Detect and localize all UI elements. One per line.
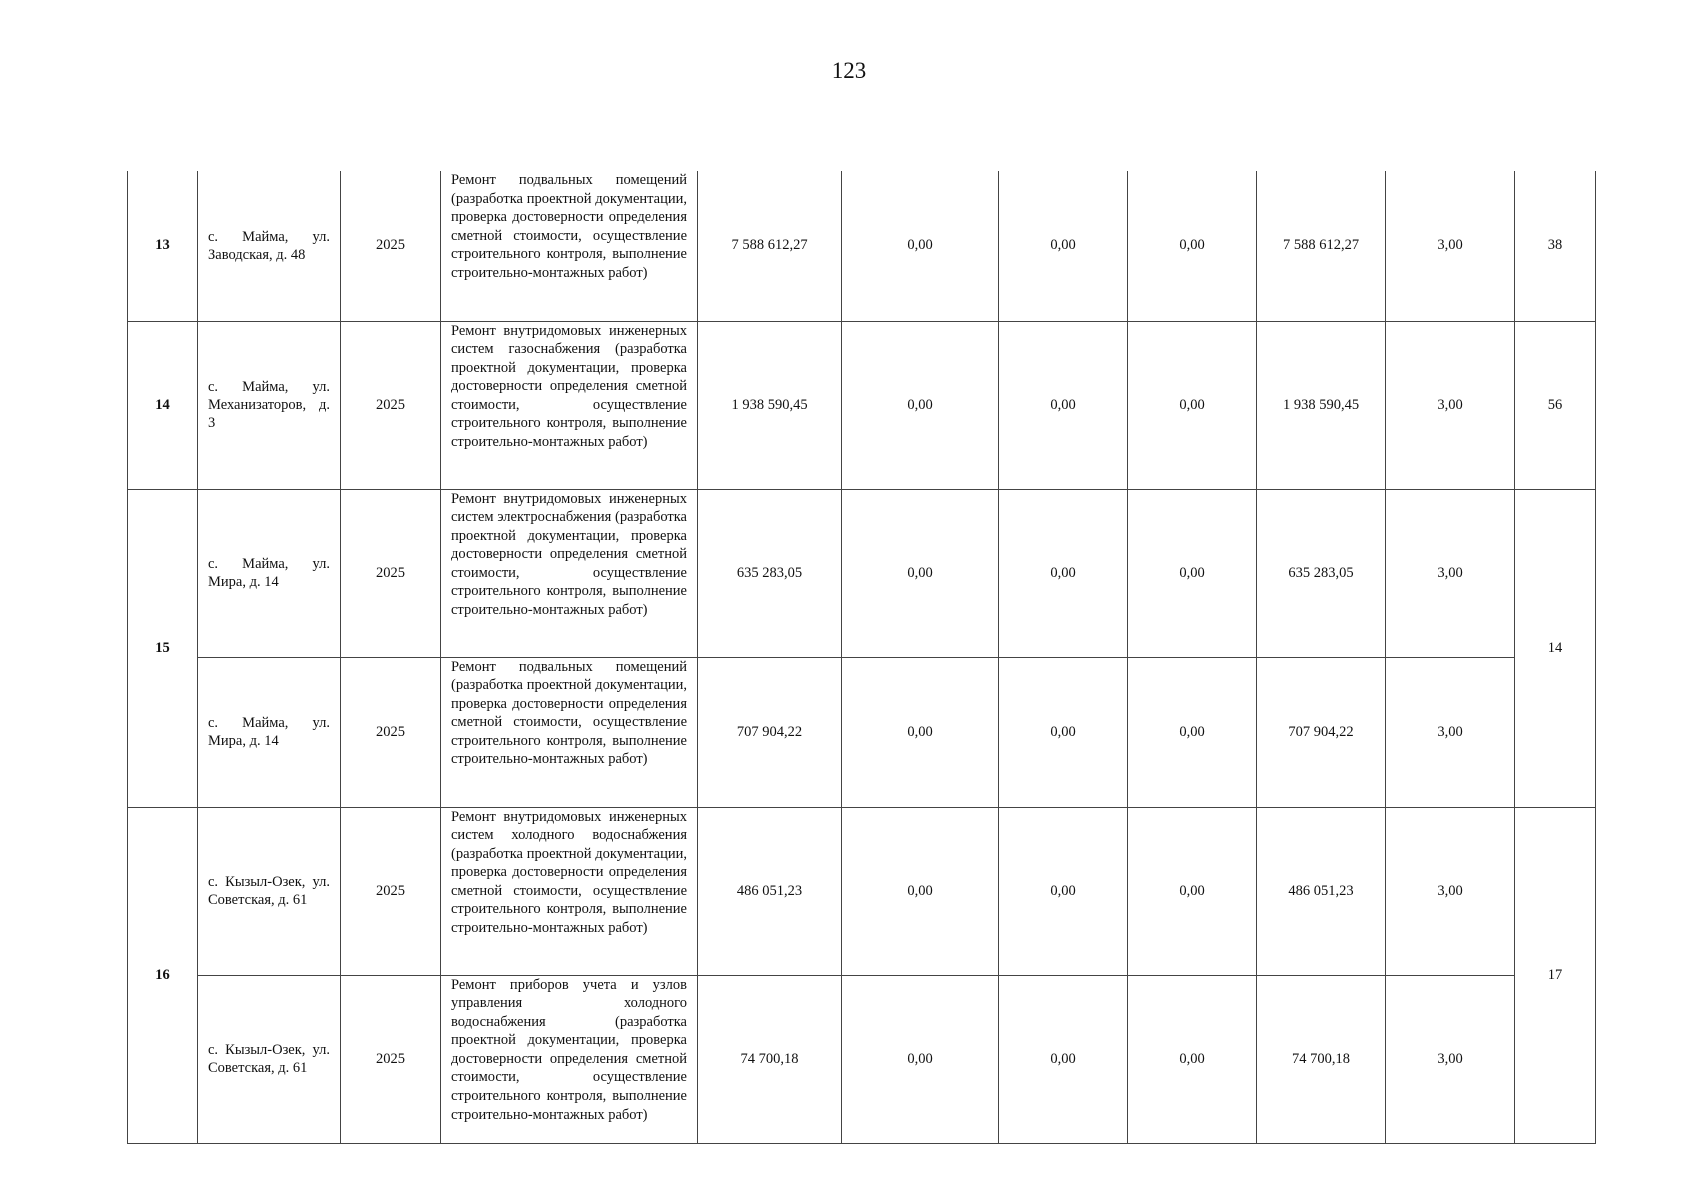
year-cell: 2025 xyxy=(341,807,441,975)
work-description-cell: Ремонт подвальных помещений (разработка проектной документации, проверка достоверности определения сметной стоимости, осуществление строительного контроля, выполнение строительно-монтажных работ) xyxy=(441,657,698,807)
rate-cell: 3,00 xyxy=(1386,489,1515,657)
quota-cell: 14 xyxy=(1515,489,1596,807)
work-description-cell: Ремонт внутридомовых инженерных систем газоснабжения (разработка проектной документации, проверка достоверности определения сметной стоимости, осуществление строительного контроля, выполнение строительно-монтажных работ) xyxy=(441,321,698,489)
total-cost-cell: 74 700,18 xyxy=(698,975,842,1143)
amount-cell: 0,00 xyxy=(842,975,999,1143)
year-cell: 2025 xyxy=(341,657,441,807)
amount-cell: 707 904,22 xyxy=(1257,657,1386,807)
amount-cell: 0,00 xyxy=(999,489,1128,657)
amount-cell: 0,00 xyxy=(842,321,999,489)
rate-cell: 3,00 xyxy=(1386,807,1515,975)
amount-cell: 0,00 xyxy=(999,171,1128,321)
amount-cell: 0,00 xyxy=(1128,807,1257,975)
address-cell: с. Майма, ул. Мира, д. 14 xyxy=(198,489,341,657)
rate-cell: 3,00 xyxy=(1386,321,1515,489)
row-number: 15 xyxy=(128,489,198,807)
rate-cell: 3,00 xyxy=(1386,975,1515,1143)
row-number: 14 xyxy=(128,321,198,489)
page-number: 123 xyxy=(831,58,867,83)
total-cost-cell: 635 283,05 xyxy=(698,489,842,657)
table-row xyxy=(128,321,1596,489)
amount-cell: 74 700,18 xyxy=(1257,975,1386,1143)
quota-cell: 38 xyxy=(1515,171,1596,321)
amount-cell: 0,00 xyxy=(1128,171,1257,321)
amount-cell: 486 051,23 xyxy=(1257,807,1386,975)
amount-cell: 7 588 612,27 xyxy=(1257,171,1386,321)
year-cell: 2025 xyxy=(341,489,441,657)
amount-cell: 1 938 590,45 xyxy=(1257,321,1386,489)
table-row xyxy=(128,171,1596,321)
amount-cell: 635 283,05 xyxy=(1257,489,1386,657)
row-number: 16 xyxy=(128,807,198,1143)
amount-cell: 0,00 xyxy=(999,975,1128,1143)
amount-cell: 0,00 xyxy=(842,657,999,807)
year-cell: 2025 xyxy=(341,171,441,321)
total-cost-cell: 707 904,22 xyxy=(698,657,842,807)
year-cell: 2025 xyxy=(341,321,441,489)
amount-cell: 0,00 xyxy=(1128,975,1257,1143)
table-row xyxy=(128,489,1596,657)
work-description-cell: Ремонт внутридомовых инженерных систем электроснабжения (разработка проектной документации, проверка достоверности определения сметной стоимости, осуществление строительного контроля, выполнение строительно-монтажных работ) xyxy=(441,489,698,657)
total-cost-cell: 1 938 590,45 xyxy=(698,321,842,489)
work-description-cell: Ремонт внутридомовых инженерных систем холодного водоснабжения (разработка проектной документации, проверка достоверности определения сметной стоимости, осуществление строительного контроля, выполнение строительно-монтажных работ) xyxy=(441,807,698,975)
table-row xyxy=(128,807,1596,975)
rate-cell: 3,00 xyxy=(1386,657,1515,807)
work-description-cell: Ремонт приборов учета и узлов управления холодного водоснабжения (разработка проектной документации, проверка достоверности определения сметной стоимости, осуществление строительного контроля, выполнение строительно-монтажных работ) xyxy=(441,975,698,1143)
amount-cell: 0,00 xyxy=(1128,489,1257,657)
amount-cell: 0,00 xyxy=(1128,321,1257,489)
amount-cell: 0,00 xyxy=(1128,657,1257,807)
quota-cell: 17 xyxy=(1515,807,1596,1143)
amount-cell: 0,00 xyxy=(999,321,1128,489)
year-cell: 2025 xyxy=(341,975,441,1143)
table-row xyxy=(128,975,1596,1143)
table-row xyxy=(128,657,1596,807)
total-cost-cell: 7 588 612,27 xyxy=(698,171,842,321)
address-cell: с. Кызыл-Озек, ул. Советская, д. 61 xyxy=(198,807,341,975)
works-table xyxy=(127,171,1596,1144)
total-cost-cell: 486 051,23 xyxy=(698,807,842,975)
quota-cell: 56 xyxy=(1515,321,1596,489)
rate-cell: 3,00 xyxy=(1386,171,1515,321)
amount-cell: 0,00 xyxy=(999,807,1128,975)
address-cell: с. Майма, ул. Механизаторов, д. 3 xyxy=(198,321,341,489)
amount-cell: 0,00 xyxy=(999,657,1128,807)
work-description-cell: Ремонт подвальных помещений (разработка проектной документации, проверка достоверности определения сметной стоимости, осуществление строительного контроля, выполнение строительно-монтажных работ) xyxy=(441,171,698,321)
amount-cell: 0,00 xyxy=(842,489,999,657)
amount-cell: 0,00 xyxy=(842,171,999,321)
row-number: 13 xyxy=(128,171,198,321)
amount-cell: 0,00 xyxy=(842,807,999,975)
address-cell: с. Кызыл-Озек, ул. Советская, д. 61 xyxy=(198,975,341,1143)
address-cell: с. Майма, ул. Заводская, д. 48 xyxy=(198,171,341,321)
address-cell: с. Майма, ул. Мира, д. 14 xyxy=(198,657,341,807)
